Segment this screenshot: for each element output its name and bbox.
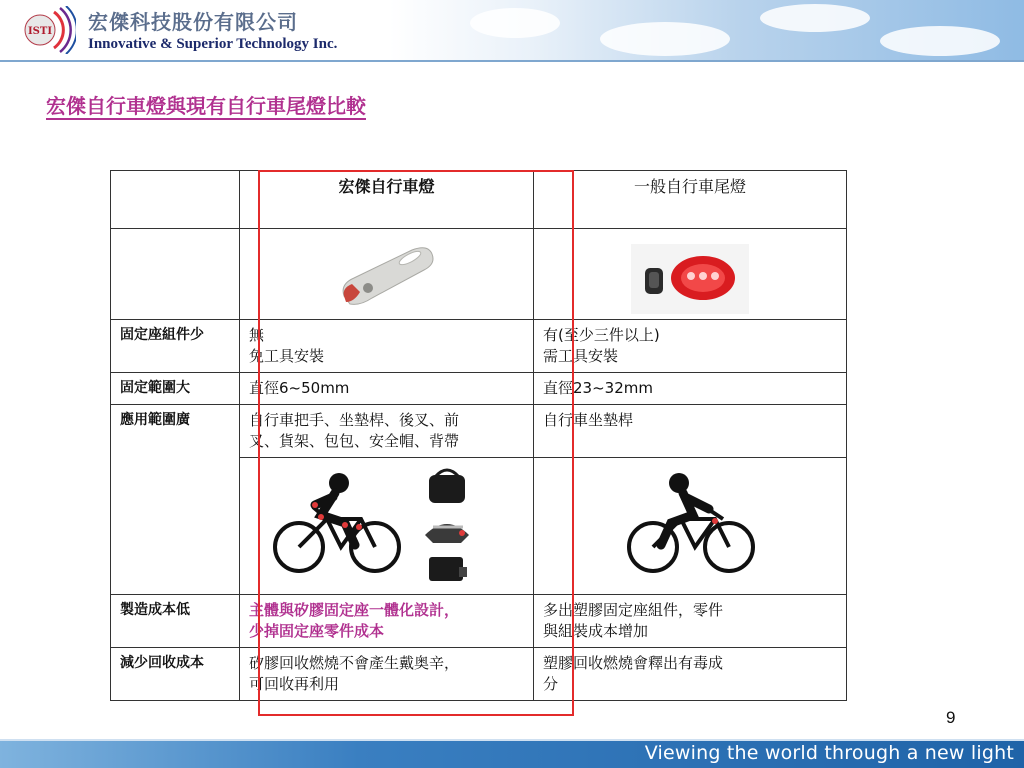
standard-cost-cell xyxy=(534,595,847,648)
row-label-mount: 固定座組件少 xyxy=(111,320,240,373)
footer-bar xyxy=(0,741,1024,768)
ist-cost-line2: 少掉固定座零件成本 xyxy=(249,622,385,640)
footer-tagline: Viewing the world through a new light xyxy=(644,742,1014,764)
cyclist-with-accessories-icon xyxy=(249,463,543,589)
table-row-range xyxy=(111,373,847,405)
cyclist-icon xyxy=(543,463,856,589)
header-cell-empty xyxy=(111,171,240,229)
standard-recycle-line1: 塑膠回收燃燒會釋出有毒成 xyxy=(543,654,724,672)
header-divider xyxy=(0,60,1024,62)
svg-text:ISTI: ISTI xyxy=(27,26,53,37)
header-standard-light: 一般自行車尾燈 xyxy=(534,171,847,229)
standard-recycle-line2: 分 xyxy=(543,675,559,693)
ist-range-cell: 直徑6~50mm xyxy=(240,373,534,405)
ist-mount-line2: 免工具安裝 xyxy=(249,347,325,365)
ist-usage-line2: 叉、貨架、包包、安全帽、背帶 xyxy=(249,432,460,450)
ist-usage-line1: 自行車把手、坐墊桿、後叉、前 xyxy=(249,411,460,429)
row-label-range: 固定範圍大 xyxy=(111,373,240,405)
standard-bike-cell xyxy=(534,458,847,595)
table-row-cost xyxy=(111,595,847,648)
tail-light-photo-icon xyxy=(631,244,749,314)
standard-lamp-cell xyxy=(534,229,847,320)
ist-recycle-line2: 可回收再利用 xyxy=(249,675,340,693)
standard-range-cell: 直徑23~32mm xyxy=(534,373,847,405)
table-header-row xyxy=(111,171,847,229)
standard-mount-cell xyxy=(534,320,847,373)
ist-recycle-line1: 矽膠回收燃燒不會產生戴奥辛， xyxy=(249,654,460,672)
ist-mount-line1: 無 xyxy=(249,326,265,344)
standard-recycle-cell xyxy=(534,648,847,701)
company-logo-icon xyxy=(20,6,76,54)
table-row-recycle xyxy=(111,648,847,701)
row-label-cost: 製造成本低 xyxy=(111,595,240,648)
table-row-mount xyxy=(111,320,847,373)
ist-cost-cell xyxy=(240,595,534,648)
ist-bike-cell xyxy=(240,458,534,595)
table-row-images xyxy=(111,229,847,320)
bike-lamp-photo-icon xyxy=(332,244,442,314)
ist-mount-cell xyxy=(240,320,534,373)
header-ist-light: 宏傑自行車燈 xyxy=(240,171,534,229)
header-banner xyxy=(0,0,1024,60)
standard-cost-line1: 多出塑膠固定座組件，零件 xyxy=(543,601,724,619)
slide-title: 宏傑自行車燈與現有自行車尾燈比較 xyxy=(46,94,366,118)
standard-mount-line2: 需工具安裝 xyxy=(543,347,619,365)
row-label-recycle: 減少回收成本 xyxy=(111,648,240,701)
standard-cost-line2: 與組裝成本增加 xyxy=(543,622,649,640)
ist-lamp-cell xyxy=(240,229,534,320)
ist-cost-line1: 主體與矽膠固定座一體化設計， xyxy=(249,601,460,619)
image-row-label-cell xyxy=(111,229,240,320)
row-label-usage: 應用範圍廣 xyxy=(111,405,240,595)
page-number: 9 xyxy=(946,708,956,727)
company-name-chinese: 宏傑科技股份有限公司 xyxy=(88,10,298,34)
ist-usage-cell xyxy=(240,405,534,458)
comparison-table xyxy=(110,170,847,701)
table-row-usage xyxy=(111,405,847,458)
standard-mount-line1: 有(至少三件以上) xyxy=(543,326,660,344)
ist-recycle-cell xyxy=(240,648,534,701)
standard-usage-cell: 自行車坐墊桿 xyxy=(534,405,847,458)
company-name-english: Innovative & Superior Technology Inc. xyxy=(88,36,338,52)
